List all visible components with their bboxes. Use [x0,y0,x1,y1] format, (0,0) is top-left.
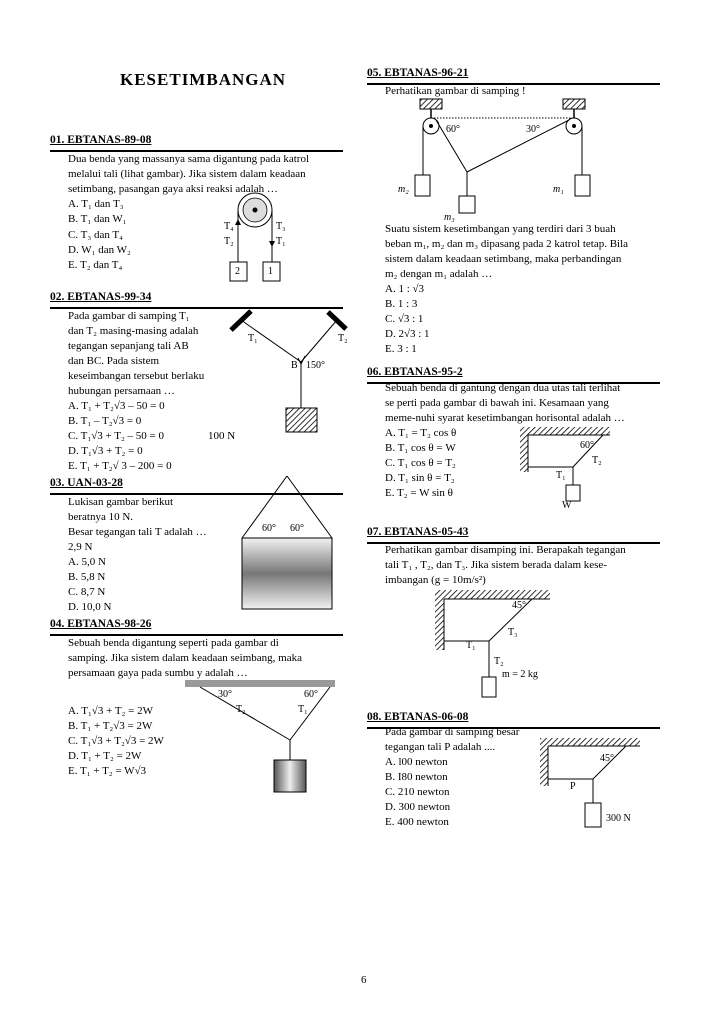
q05-option-d[interactable]: D. 2√3 : 1 [385,328,430,340]
q03-option-a[interactable]: A. 5,0 N [68,556,106,568]
q04-angle-left: 30° [218,689,232,700]
q01-header: 01. EBTANAS-89-08 [50,134,152,146]
q07-label-mass: m = 2 kg [502,669,538,680]
q05-line-4: m₂ dengan m₁ adalah … [385,268,493,280]
q04-line-3: persamaan gaya pada sumbu y adalah … [68,667,248,679]
q07-line-1: Perhatikan gambar disamping ini. Berapakah tegangan [385,544,626,556]
q06-line-1: Sebuah benda di gantung dengan dua utas tali terlihat [385,382,621,394]
q01-option-c[interactable]: C. T₃ dan T₄ [68,229,123,241]
q02-rope-figure [231,311,346,432]
q01-label-t4: T₄ [224,221,234,232]
q03-option-d[interactable]: D. 10,0 N [68,601,112,613]
q02-option-b[interactable]: B. T₁ – T₂√3 = 0 [68,415,142,427]
q01-line-2: melalui tali (lihat gambar). Jika sistem dalam keadaan [68,168,306,180]
q05-option-e[interactable]: E. 3 : 1 [385,343,417,355]
q04-option-b[interactable]: B. T₁ + T₂√3 = 2W [68,720,153,732]
q03-line-1: Lukisan gambar berikut [68,496,174,508]
q08-option-c[interactable]: C. 210 newton [385,786,450,798]
q04-label-t2: T₂ [236,704,246,715]
q04-option-c[interactable]: C. T₁√3 + T₂√3 = 2W [68,735,164,747]
q08-label-p: P [570,781,576,792]
q06-label-t2: T₂ [592,455,602,466]
q04-option-a[interactable]: A. T₁√3 + T₂ = 2W [68,705,153,717]
q02-label-t2: T₂ [338,333,348,344]
q05-option-c[interactable]: C. √3 : 1 [385,313,424,325]
q05-option-a[interactable]: A. 1 : √3 [385,283,425,295]
q05-angle-right: 30° [526,124,540,135]
q02-label-weight: 100 N [208,430,236,442]
q01-block-2: 2 [235,266,240,277]
q08-header: 08. EBTANAS-06-08 [367,711,469,723]
q07-line-2: tali T₁ , T₂, dan T₃. Jika sistem berada dalam kese- [385,559,607,571]
q06-header: 06. EBTANAS-95-2 [367,366,463,378]
q04-label-t1: T₁ [298,704,308,715]
q06-option-a[interactable]: A. T₁ = T₂ cos θ [385,427,457,439]
q02-header: 02. EBTANAS-99-34 [50,291,152,303]
q06-label-w: W [562,500,572,511]
q01-block-1: 1 [268,266,273,277]
q05-intro: Perhatikan gambar di samping ! [385,85,526,97]
q03-header: 03. UAN-03-28 [50,477,123,489]
q01-line-1: Dua benda yang massanya sama digantung pada katrol [68,153,310,165]
q05-label-m2: m₂ [398,184,409,195]
q02-line-3: tegangan sepanjang tali AB [68,340,189,352]
q03-line-4: 2,9 N [68,541,93,553]
q01-option-b[interactable]: B. T₁ dan W₁ [68,213,127,225]
q01-label-t1: T₁ [276,236,286,247]
q06-option-b[interactable]: B. T₁ cos θ = W [385,442,456,454]
q06-line-3: meme-nuhi syarat kesetimbangan horisontal adalah … [385,412,625,424]
q07-wall-figure [435,590,550,697]
q07-header: 07. EBTANAS-05-43 [367,526,469,538]
q02-line-1: Pada gambar di samping T₁ [68,310,190,322]
q01-option-e[interactable]: E. T₂ dan T₄ [68,259,123,271]
q06-option-c[interactable]: C. T₁ cos θ = T₂ [385,457,456,469]
q08-line-1: Pada gambar di samping besar [385,726,520,738]
q02-option-e[interactable]: E. T₁ + T₂√ 3 – 200 = 0 [68,460,172,472]
q05-line-3: sistem dalam keadaan setimbang, maka perbandingan [385,253,622,265]
q08-label-angle: 45° [600,753,614,764]
q05-option-b[interactable]: B. 1 : 3 [385,298,418,310]
q06-label-angle: 60° [580,440,594,451]
q05-pulley-figure [415,99,590,213]
q08-label-weight: 300 N [606,813,631,824]
page-title: KESETIMBANGAN [120,70,287,89]
q08-option-e[interactable]: E. 400 newton [385,816,449,828]
q04-option-e[interactable]: E. T₁ + T₂ = W√3 [68,765,147,777]
q07-label-t1: T₁ [466,640,476,651]
q04-line-2: samping. Jika sistem dalam keadaan seimbang, maka [68,652,302,664]
q02-option-c[interactable]: C. T₁√3 + T₂ – 50 = 0 [68,430,164,442]
q02-line-5: keseimbangan tersebut berlaku [68,370,205,382]
q02-label-b: B [291,360,298,371]
q03-option-c[interactable]: C. 8,7 N [68,586,106,598]
q03-line-2: beratnya 10 N. [68,511,134,523]
q02-label-angle: 150° [306,360,325,371]
q07-label-t3: T₃ [508,627,518,638]
q02-line-6: hubungan persamaan … [68,385,175,397]
q08-option-a[interactable]: A. l00 newton [385,756,448,768]
q06-label-t1: T₁ [556,470,566,481]
q03-angle-left: 60° [262,523,276,534]
q01-label-t3: T₃ [276,221,286,232]
q01-option-d[interactable]: D. W₁ dan W₂ [68,244,131,256]
q02-label-t1: T₁ [248,333,258,344]
q02-option-d[interactable]: D. T₁√3 + T₂ = 0 [68,445,143,457]
q01-line-3: setimbang, pasangan gaya aksi reaksi adalah … [68,183,278,195]
q06-option-d[interactable]: D. T₁ sin θ = T₂ [385,472,455,484]
q07-label-angle: 45° [512,600,526,611]
q02-line-2: dan T₂ masing-masing adalah [68,325,199,337]
q08-line-2: tegangan tali P adalah .... [385,741,496,753]
q03-angle-right: 60° [290,523,304,534]
q03-line-3: Besar tegangan tali T adalah … [68,526,207,538]
q08-option-d[interactable]: D. 300 newton [385,801,451,813]
q04-option-d[interactable]: D. T₁ + T₂ = 2W [68,750,142,762]
q03-option-b[interactable]: B. 5,8 N [68,571,106,583]
q06-line-2: se perti pada gambar di bawah ini. Kesamaan yang [385,397,609,409]
q02-option-a[interactable]: A. T₁ + T₂√3 – 50 = 0 [68,400,165,412]
page-number: 6 [361,974,367,986]
q04-angle-right: 60° [304,689,318,700]
q07-label-t2: T₂ [494,656,504,667]
q03-frame-figure [242,476,332,609]
q01-label-t2: T₂ [224,236,234,247]
q05-label-m3: m₃ [444,212,455,223]
q05-line-1: Suatu sistem kesetimbangan yang terdiri dari 3 buah [385,223,616,235]
q05-line-2: beban m₁, m₂ dan m₃ dipasang pada 2 katrol tetap. Bila [385,238,629,250]
q04-line-1: Sebuah benda digantung seperti pada gambar di [68,637,279,649]
q07-line-3: imbangan (g = 10m/s²) [385,574,486,586]
q04-header: 04. EBTANAS-98-26 [50,618,152,630]
q05-header: 05. EBTANAS-96-21 [367,67,469,79]
q08-option-b[interactable]: B. I80 newton [385,771,448,783]
q01-option-a[interactable]: A. T₁ dan T₃ [68,198,124,210]
q06-option-e[interactable]: E. T₂ = W sin θ [385,487,453,499]
q05-label-m1: m₁ [553,184,564,195]
q02-line-4: dan BC. Pada sistem [68,355,160,367]
q05-angle-left: 60° [446,124,460,135]
